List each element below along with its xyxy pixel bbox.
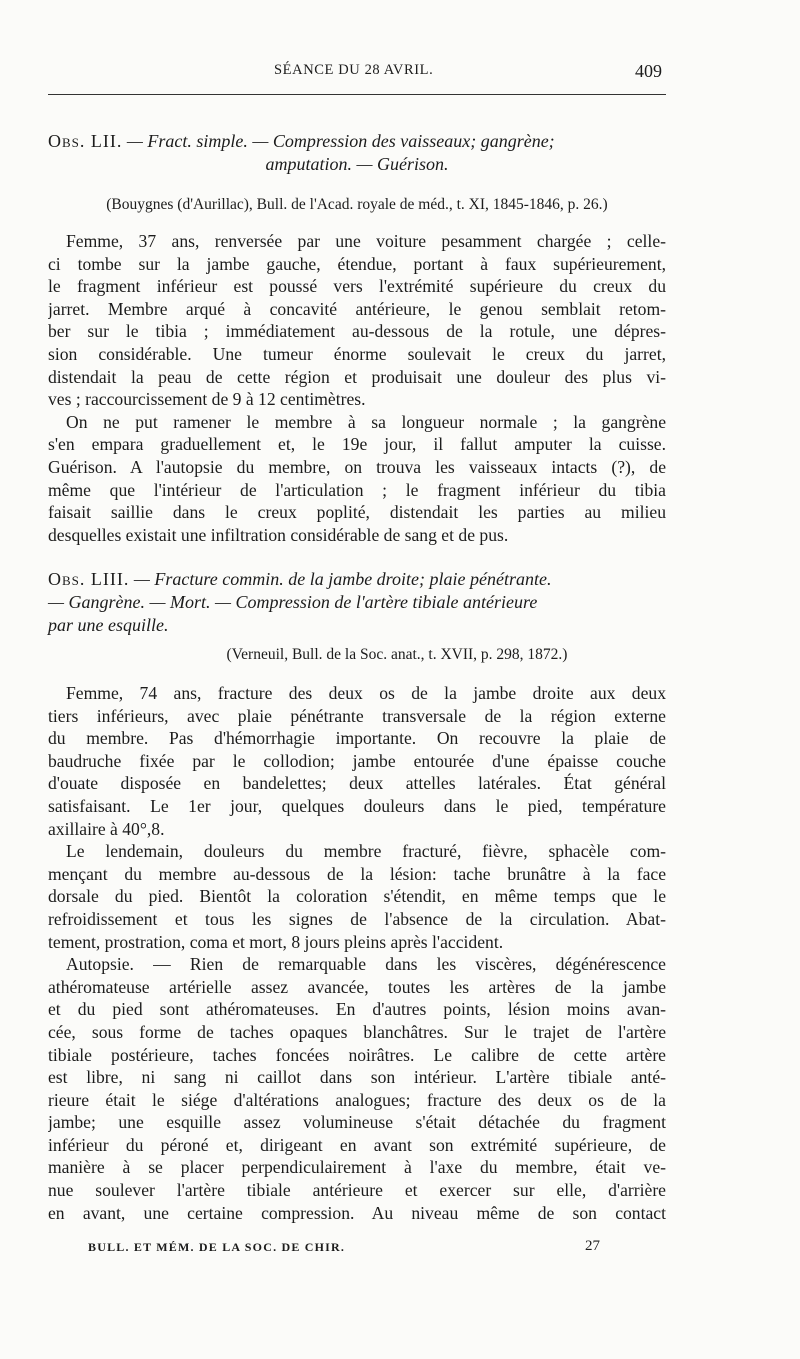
text-line: Femme, 37 ans, renversée par une voiture pesamment chargée ; celle-: [66, 231, 666, 251]
obs-53-title-line-2: — Gangrène. — Mort. — Compression de l'artère tibiale antérieure: [48, 592, 538, 612]
text-line: s'en empara graduellement et, le 19e jour, il fallut amputer la cuisse.: [48, 434, 666, 455]
page-footer: [88, 1238, 608, 1258]
obs-52-source: (Bouygnes (d'Aurillac), Bull. de l'Acad. royale de méd., t. XI, 1845-1846, p. 26.): [106, 196, 608, 213]
text-line: manière à se placer perpendiculairement à l'axe du membre, était ve-: [48, 1157, 666, 1178]
obs-52-title-line-1: — Fract. simple. — Compression des vaisseaux; gangrène;: [122, 131, 555, 151]
text-line: tibiale postérieure, taches foncées noirâtres. Le calibre de cette artère: [48, 1044, 666, 1065]
text-line: sion considérable. Une tumeur énorme soulevait le creux du jarret,: [48, 343, 666, 364]
text-line: dorsale du pied. Bientôt la coloration s'étendit, en même temps que le: [48, 886, 666, 907]
obs-52-title-line-2: amputation. — Guérison.: [265, 154, 449, 174]
text-line: desquelles existait une infiltration considérable de sang et de pus.: [48, 524, 509, 545]
text-line: du membre. Pas d'hémorrhagie importante. On recouvre la plaie de: [48, 728, 666, 749]
text-line: distendait la peau de cette région et produisait une douleur des plus vi-: [48, 366, 666, 387]
text-line: cée, sous forme de taches opaques blanchâtres. Sur le trajet de l'artère: [48, 1021, 666, 1042]
text-line: refroidissement et tous les signes de l'absence de la circulation. Abat-: [48, 908, 666, 929]
page-number: 409: [635, 61, 662, 81]
text-line: faisait saillie dans le creux poplité, distendait les parties au milieu: [48, 502, 666, 523]
text-line: Femme, 74 ans, fracture des deux os de la jambe droite aux deux: [66, 683, 666, 703]
signature-number: 27: [585, 1238, 600, 1254]
text-line: d'ouate disposée en bandelettes; deux attelles latérales. État général: [48, 773, 666, 794]
text-line: et du pied sont athéromateuses. En d'autres points, lésion moins avan-: [48, 999, 666, 1020]
page-header: [48, 62, 666, 84]
text-line: est libre, ni sang ni caillot dans son intérieur. L'artère tibiale anté-: [48, 1067, 666, 1088]
text-line: Guérison. A l'autopsie du membre, on trouva les vaisseaux intacts (?), de: [48, 456, 666, 477]
text-line: athéromateuse artérielle assez avancée, toutes les artères de la jambe: [48, 976, 666, 997]
text-line: jambe; une esquille assez volumineuse s'était détachée du fragment: [48, 1112, 666, 1133]
text-line: baudruche fixée par le collodion; jambe entourée d'une épaisse couche: [48, 750, 666, 771]
text-line: satisfaisant. Le 1er jour, quelques douleurs dans le pied, température: [48, 795, 666, 816]
footer-journal-title: BULL. ET MÉM. DE LA SOC. DE CHIR.: [88, 1240, 346, 1254]
text-line: mençant du membre au-dessous de la lésion: tache brunâtre à la face: [48, 863, 666, 884]
text-line: On ne put ramener le membre à sa longueur normale ; la gangrène: [66, 411, 666, 432]
obs-53-title-line-3: par une esquille.: [48, 615, 169, 635]
running-title: SÉANCE DU 28 AVRIL.: [274, 62, 434, 78]
text-line: le fragment inférieur est poussé vers l'extrémité supérieure du creux du: [48, 276, 666, 297]
text-line: tement, prostration, coma et mort, 8 jours pleins après l'accident.: [48, 931, 504, 952]
text-line: Le lendemain, douleurs du membre fracturé, fièvre, sphacèle com-: [66, 841, 666, 862]
obs-52-lead: Obs. LII.: [48, 131, 123, 151]
obs-53-title: [48, 568, 666, 637]
obs-53-title-line-1: — Fracture commin. de la jambe droite; plaie pénétrante.: [133, 569, 552, 589]
text-line: en avant, une certaine compression. Au niveau même de son contact: [48, 1202, 666, 1223]
text-line: ves ; raccourcissement de 9 à 12 centimètres.: [48, 389, 366, 410]
obs-52-body: [48, 230, 666, 546]
text-line: ber sur le tibia ; immédiatement au-dessous de la rotule, une dépres-: [48, 321, 666, 342]
text-line: tiers inférieurs, avec plaie pénétrante transversale de la région externe: [48, 705, 666, 726]
header-rule: [48, 94, 666, 95]
text-line: ci tombe sur la jambe gauche, étendue, portant à faux supérieurement,: [48, 253, 666, 274]
obs-52-title: [48, 130, 666, 176]
text-line: jarret. Membre arqué à concavité antérieure, le genou semblait retom-: [48, 298, 666, 319]
text-line: nue soulever l'artère tibiale antérieure et exercer sur elle, d'arrière: [48, 1180, 666, 1201]
text-line: rieure était le siége d'altérations analogues; fracture des deux os de la: [48, 1089, 666, 1110]
text-line: Autopsie. — Rien de remarquable dans les viscères, dégénérescence: [66, 954, 666, 975]
obs-53-source: (Verneuil, Bull. de la Soc. anat., t. XVII, p. 298, 1872.): [226, 646, 568, 663]
obs-53-lead: Obs. LIII.: [48, 569, 130, 589]
obs-53-body: [48, 682, 666, 1224]
text-line: même que l'intérieur de l'articulation ; le fragment inférieur du tibia: [48, 479, 666, 500]
text-line: axillaire à 40°,8.: [48, 818, 165, 839]
text-line: inférieur du péroné et, dirigeant en avant son extrémité supérieure, de: [48, 1134, 666, 1155]
